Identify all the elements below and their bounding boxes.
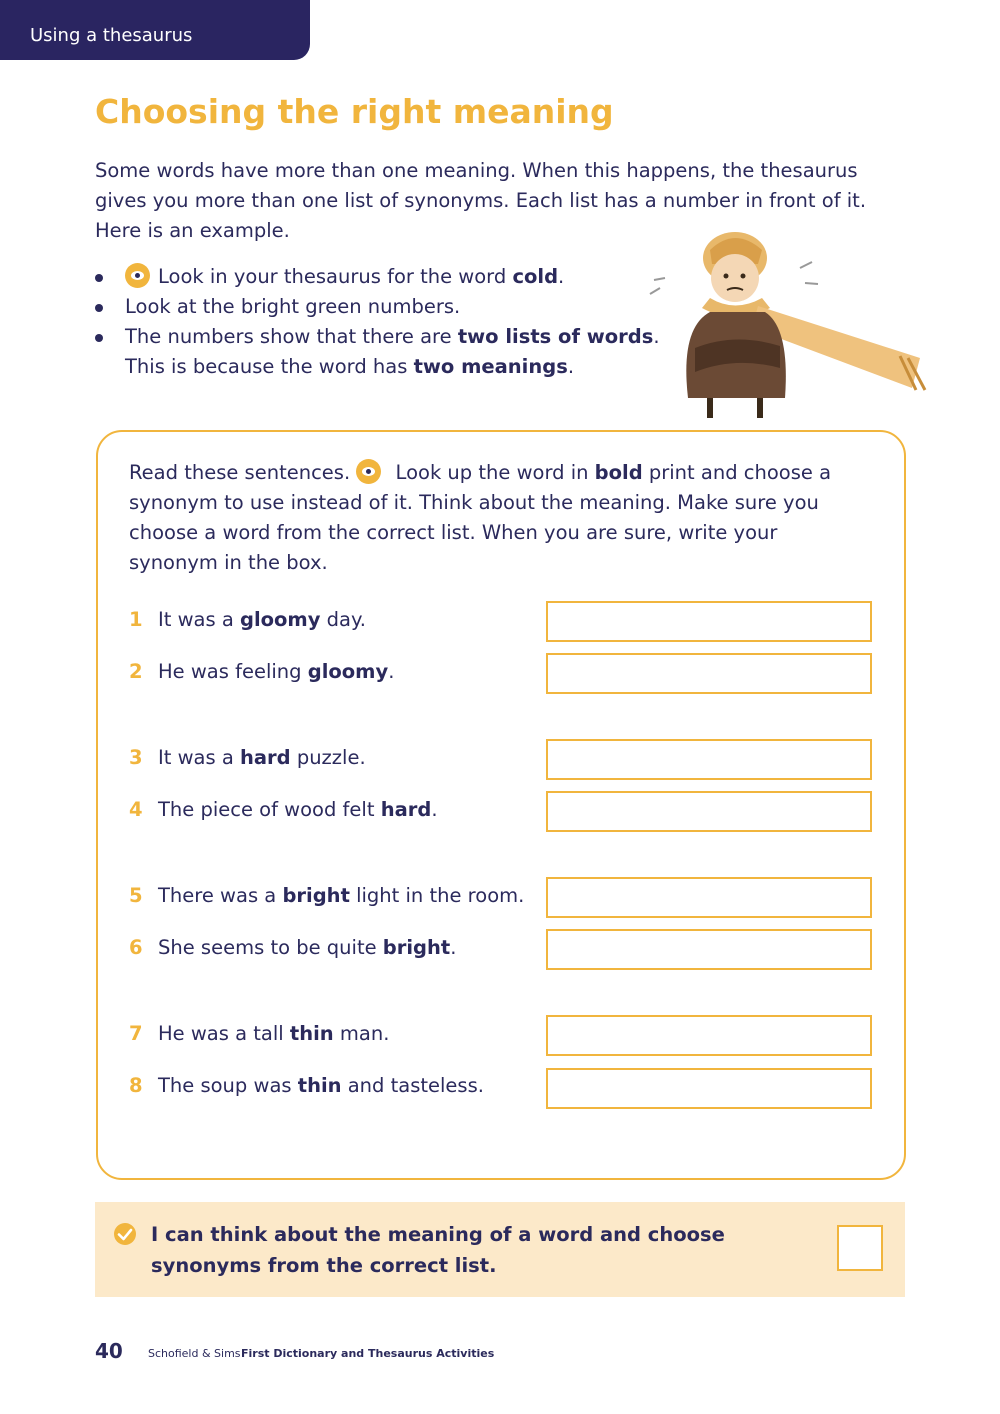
bold-word: bold: [594, 461, 643, 484]
bold-word: thin: [289, 1022, 334, 1045]
activity-instructions: Read these sentences. Look up the word in bold print and choose a synonym to use instead of it. Think about the meaning. Make sure you choose a word from the correct list. When you are sure, write your synonym in the box.: [129, 461, 832, 574]
bold-word: gloomy: [307, 660, 389, 683]
bold-word: two meanings: [413, 355, 568, 378]
step-item: The numbers show that there are two lists of words.: [95, 322, 660, 352]
question-number: 3: [129, 746, 143, 769]
page-title: Choosing the right meaning: [95, 92, 614, 131]
bold-word: hard: [240, 746, 291, 769]
steps-list: [95, 262, 660, 382]
section-tab: [0, 0, 310, 60]
page-number: 40: [95, 1339, 123, 1363]
question-item: 8 The soup was thin and tasteless.: [129, 1074, 484, 1097]
self-check-box[interactable]: [837, 1225, 883, 1271]
publisher: Schofield & Sims: [148, 1347, 241, 1360]
answer-box[interactable]: [546, 877, 872, 918]
question-item: 7 He was a tall thin man.: [129, 1022, 390, 1045]
answer-box[interactable]: [546, 929, 872, 970]
question-number: 4: [129, 798, 143, 821]
section-label: Using a thesaurus: [30, 25, 193, 46]
answer-box[interactable]: [546, 791, 872, 832]
bold-word: hard: [380, 798, 432, 821]
question-number: 7: [129, 1022, 143, 1045]
answer-box[interactable]: [546, 601, 872, 642]
thesaurus-eye-icon: [125, 263, 150, 288]
answer-box[interactable]: [546, 1015, 872, 1056]
answer-box[interactable]: [546, 739, 872, 780]
question-number: 2: [129, 660, 143, 683]
book-title: First Dictionary and Thesaurus Activities: [241, 1347, 495, 1360]
answer-box[interactable]: [546, 1068, 872, 1109]
cold-child-illustration: [640, 228, 930, 418]
question-number: 8: [129, 1074, 143, 1097]
question-number: 6: [129, 936, 143, 959]
question-item: 5 There was a bright light in the room.: [129, 884, 525, 907]
bold-word: gloomy: [240, 608, 321, 631]
question-item: 6 She seems to be quite bright.: [129, 936, 457, 959]
answer-box[interactable]: [546, 653, 872, 694]
intro-paragraph: Some words have more than one meaning. When this happens, the thesaurus gives you more than one list of synonyms. Each list has a number in front of it. Here is an example.: [95, 159, 867, 242]
check-circle-icon: [113, 1222, 137, 1246]
step-item: Look at the bright green numbers.: [95, 292, 660, 322]
question-item: 1 It was a gloomy day.: [129, 608, 366, 631]
question-number: 1: [129, 608, 143, 631]
bold-word: bright: [382, 936, 451, 959]
bold-word: thin: [297, 1074, 342, 1097]
question-item: 2 He was feeling gloomy.: [129, 660, 395, 683]
thesaurus-eye-icon: [356, 459, 381, 484]
question-item: 3 It was a hard puzzle.: [129, 746, 366, 769]
self-check-statement: I can think about the meaning of a word and choose synonyms from the correct list.: [151, 1223, 725, 1277]
bold-word: two lists of words: [457, 325, 654, 348]
question-number: 5: [129, 884, 143, 907]
question-item: 4 The piece of wood felt hard.: [129, 798, 438, 821]
bold-word: bright: [282, 884, 350, 907]
step-item: This is because the word has two meanings.: [125, 355, 575, 378]
bold-word: cold: [512, 265, 559, 288]
step-item: Look in your thesaurus for the word cold.: [95, 262, 660, 292]
